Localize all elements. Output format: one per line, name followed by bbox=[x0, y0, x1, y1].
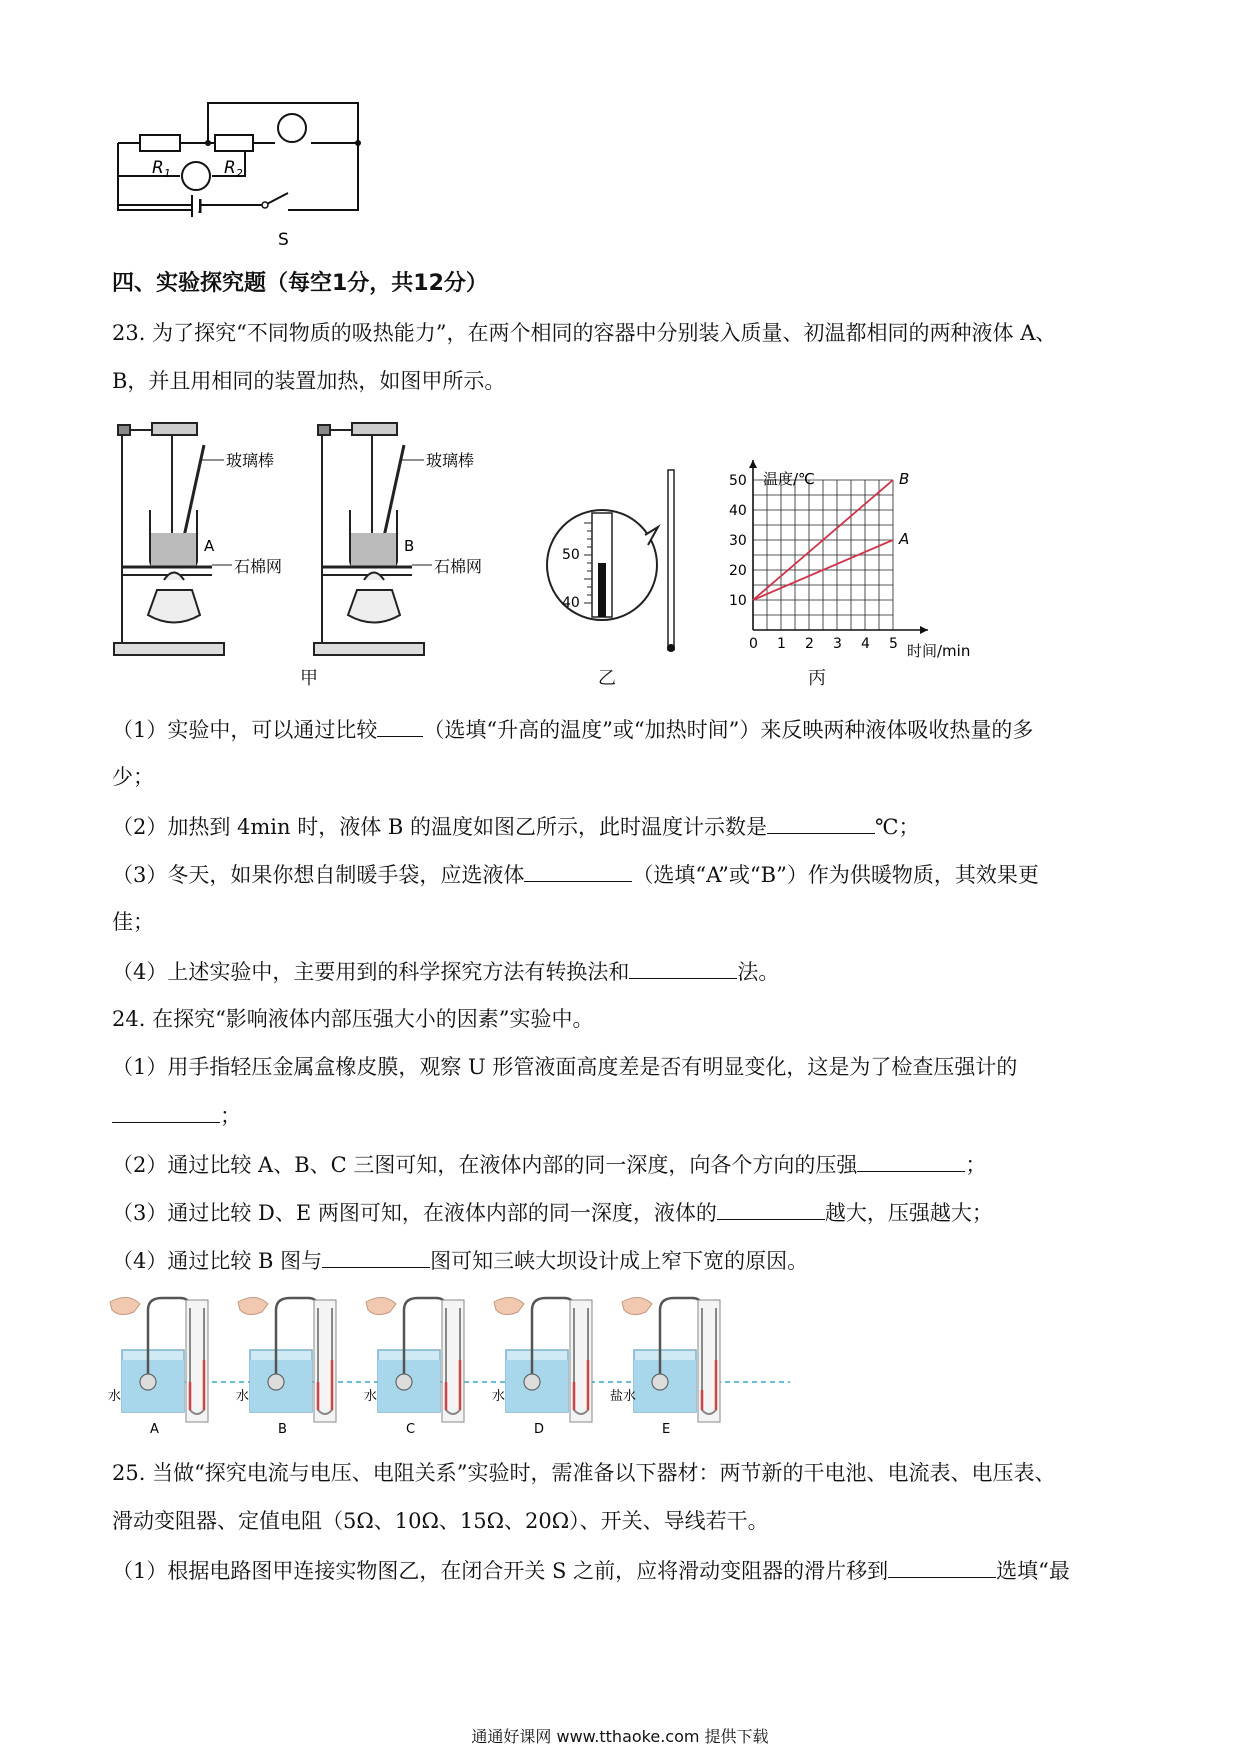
x-axis-arrow bbox=[920, 626, 928, 634]
hand-icon bbox=[494, 1297, 524, 1314]
series-label-B: B bbox=[899, 470, 910, 488]
q24-p3: （3）通过比较 D、E 两图可知，在液体内部的同一深度，液体的 越大，压强越大； bbox=[112, 1197, 993, 1228]
switch-s bbox=[265, 193, 288, 205]
caption-bing: 丙 bbox=[808, 668, 826, 689]
y-tick-label: 30 bbox=[729, 533, 747, 549]
q23-p4: （4）上述实验中，主要用到的科学探究方法有转换法和 法。 bbox=[112, 956, 779, 987]
q24-p4: （4）通过比较 B 图与 图可知三峡大坝设计成上窄下宽的原因。 bbox=[112, 1245, 808, 1276]
probe-box bbox=[652, 1374, 668, 1390]
rod-label-b: 玻璃棒 bbox=[426, 451, 475, 470]
panel-letter: E bbox=[662, 1422, 671, 1437]
liquid-label: 水 bbox=[364, 1389, 378, 1404]
q23-p2: （2）加热到 4min 时，液体 B 的温度如图乙所示，此时温度计示数是 ℃； bbox=[112, 811, 920, 842]
liquid-label: 水 bbox=[492, 1389, 506, 1404]
gauge-panel-A bbox=[108, 1297, 208, 1437]
gauge-panel-B bbox=[236, 1297, 336, 1437]
rod-label-a: 玻璃棒 bbox=[226, 451, 275, 470]
q24-p1: （1）用手指轻压金属盒橡皮膜，观察 U 形管液面高度差是否有明显变化，这是为了检查压强计的 bbox=[112, 1055, 1018, 1079]
y-tick-label: 50 bbox=[729, 473, 747, 489]
panel-letter: B bbox=[278, 1422, 287, 1437]
mercury-column bbox=[598, 563, 606, 617]
figure-pressure-gauges bbox=[110, 1290, 810, 1440]
panel-letter: C bbox=[406, 1422, 416, 1437]
r1-label: $R_1$ bbox=[152, 158, 171, 180]
section-title: 四、实验探究题（每空1分，共12分） bbox=[112, 271, 488, 296]
liquid-label: 水 bbox=[108, 1389, 122, 1404]
probe-box bbox=[524, 1374, 540, 1390]
circuit-diagram bbox=[100, 95, 370, 255]
tick-50: 50 bbox=[562, 547, 580, 563]
resistor-r1 bbox=[140, 135, 180, 151]
series-label-A: A bbox=[899, 530, 910, 548]
lamp-1 bbox=[278, 114, 306, 142]
caption-jia: 甲 bbox=[300, 668, 318, 689]
y-axis-arrow bbox=[749, 460, 757, 468]
liquid-label: 水 bbox=[236, 1389, 250, 1404]
y-tick-label: 10 bbox=[729, 593, 747, 609]
caption-yi: 乙 bbox=[598, 668, 616, 689]
resistor-r2 bbox=[215, 135, 253, 151]
panel-letter: A bbox=[150, 1422, 159, 1437]
x-tick-label: 2 bbox=[805, 636, 814, 652]
figure-jia-heating-setups bbox=[112, 415, 532, 665]
figure-bing-temperature-chart bbox=[715, 460, 985, 660]
y-tick-label: 40 bbox=[729, 503, 747, 519]
x-tick-label: 4 bbox=[861, 636, 870, 652]
hand-icon bbox=[622, 1297, 652, 1314]
gauge-panel-C bbox=[364, 1297, 464, 1437]
q23-p1-cont: 少； bbox=[112, 765, 154, 789]
x-tick-label: 1 bbox=[777, 636, 786, 652]
switch-label: S bbox=[278, 230, 289, 250]
panel-letter: D bbox=[534, 1422, 545, 1437]
hand-icon bbox=[238, 1297, 268, 1314]
q25-line-2: 滑动变阻器、定值电阻（5Ω、10Ω、15Ω、20Ω）、开关、导线若干。 bbox=[112, 1509, 769, 1533]
probe-box bbox=[268, 1374, 284, 1390]
q25-line-1: 25. 当做“探究电流与电压、电阻关系”实验时，需准备以下器材：两节新的干电池、电流表、电压表、 bbox=[112, 1461, 1056, 1485]
liquid-label-b: B bbox=[404, 537, 415, 555]
gauge-panel-D bbox=[492, 1297, 592, 1437]
net-label-a: 石棉网 bbox=[234, 557, 283, 576]
x-tick-label: 5 bbox=[889, 636, 898, 652]
chart-ylabel: 温度/℃ bbox=[763, 470, 815, 488]
liquid-label-a: A bbox=[204, 537, 215, 555]
q23-p3: （3）冬天，如果你想自制暖手袋，应选液体 （选填“A”或“B”）作为供暖物质，其效果更 bbox=[112, 859, 1039, 890]
y-tick-label: 20 bbox=[729, 563, 747, 579]
gauge-panel-E bbox=[610, 1297, 720, 1437]
probe-box bbox=[140, 1374, 156, 1390]
chart-xlabel: 时间/min bbox=[907, 642, 971, 660]
probe-box bbox=[396, 1374, 412, 1390]
q25-p1: （1）根据电路图甲连接实物图乙，在闭合开关 S 之前，应将滑动变阻器的滑片移到 选填“最 bbox=[112, 1555, 1070, 1586]
tick-40: 40 bbox=[562, 595, 580, 611]
page-footer: 通通好课网 www.tthaoke.com 提供下载 bbox=[471, 1727, 769, 1746]
hand-icon bbox=[366, 1297, 396, 1314]
x-tick-label: 0 bbox=[749, 636, 758, 652]
figure-yi-thermometer bbox=[540, 465, 690, 655]
q23-p3-cont: 佳； bbox=[112, 910, 154, 934]
hand-icon bbox=[110, 1297, 140, 1314]
q24-p2: （2）通过比较 A、B、C 三图可知，在液体内部的同一深度，向各个方向的压强 ； bbox=[112, 1149, 986, 1180]
lamp-2 bbox=[182, 162, 210, 190]
net-label-b: 石棉网 bbox=[434, 557, 483, 576]
q23-line-2: B，并且用相同的装置加热，如图甲所示。 bbox=[112, 369, 506, 393]
x-tick-label: 3 bbox=[833, 636, 842, 652]
q23-line-1: 23. 为了探究“不同物质的吸热能力”，在两个相同的容器中分别装入质量、初温都相同的两种液体 A、 bbox=[112, 321, 1057, 345]
q24-title: 24. 在探究“影响液体内部压强大小的因素”实验中。 bbox=[112, 1007, 594, 1031]
r2-label: $R_2$ bbox=[224, 158, 243, 180]
q24-p1-cont: ； bbox=[112, 1100, 241, 1131]
liquid-label: 盐水 bbox=[610, 1389, 637, 1404]
q23-p1: （1）实验中，可以通过比较 （选填“升高的温度”或“加热时间”）来反映两种液体吸收热量的多 bbox=[112, 714, 1033, 745]
